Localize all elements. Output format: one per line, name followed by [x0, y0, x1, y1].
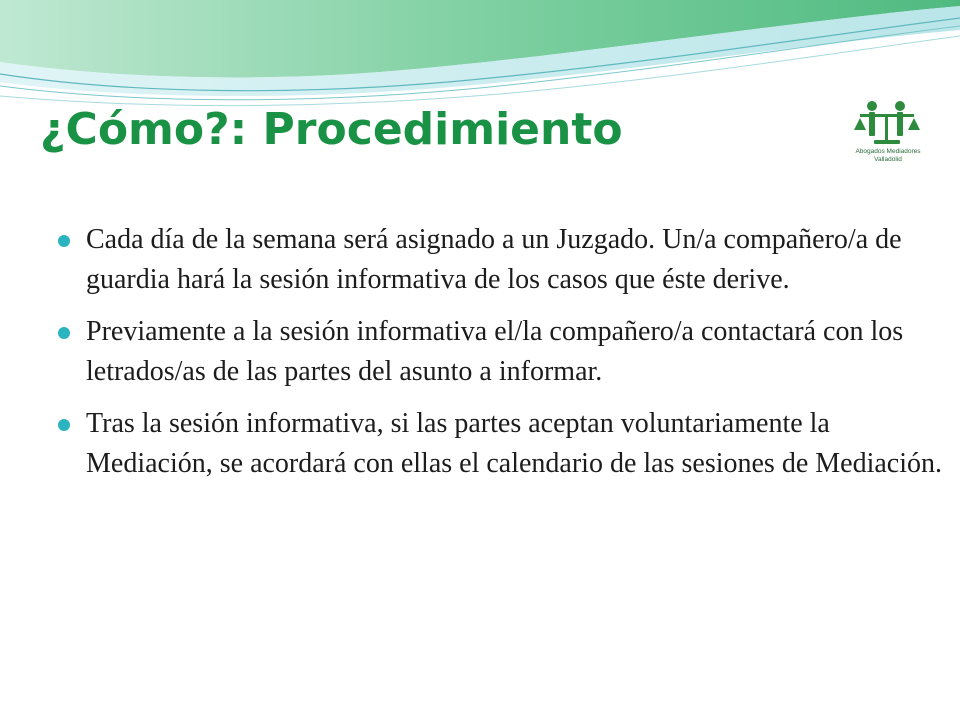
bullet-dot-icon: [58, 419, 70, 431]
bullet-text: Cada día de la semana será asignado a un Juzgado. Un/a compañero/a de guardia hará la sesión informativa de los casos que éste derive.: [86, 224, 902, 295]
bullet-item: [58, 220, 958, 300]
bullet-dot-icon: [58, 235, 70, 247]
logo-text-line1: Abogados Mediadores: [855, 148, 921, 155]
slide-title: ¿Cómo?: Procedimiento: [40, 104, 623, 155]
bullet-item: [58, 312, 958, 392]
bullet-list: [58, 220, 958, 496]
scales-of-justice-icon: [838, 96, 938, 148]
logo: [838, 96, 938, 174]
bullet-dot-icon: [58, 327, 70, 339]
logo-text-line2: Valladolid: [874, 156, 902, 163]
bullet-text: Previamente a la sesión informativa el/la compañero/a contactará con los letrados/as de las partes del asunto a informar.: [86, 316, 904, 387]
bullet-item: [58, 404, 958, 484]
header-wave-decoration: [0, 0, 960, 110]
bullet-text: Tras la sesión informativa, si las partes aceptan voluntariamente la Mediación, se acordará con ellas el calendario de las sesiones de Mediación.: [86, 408, 942, 479]
